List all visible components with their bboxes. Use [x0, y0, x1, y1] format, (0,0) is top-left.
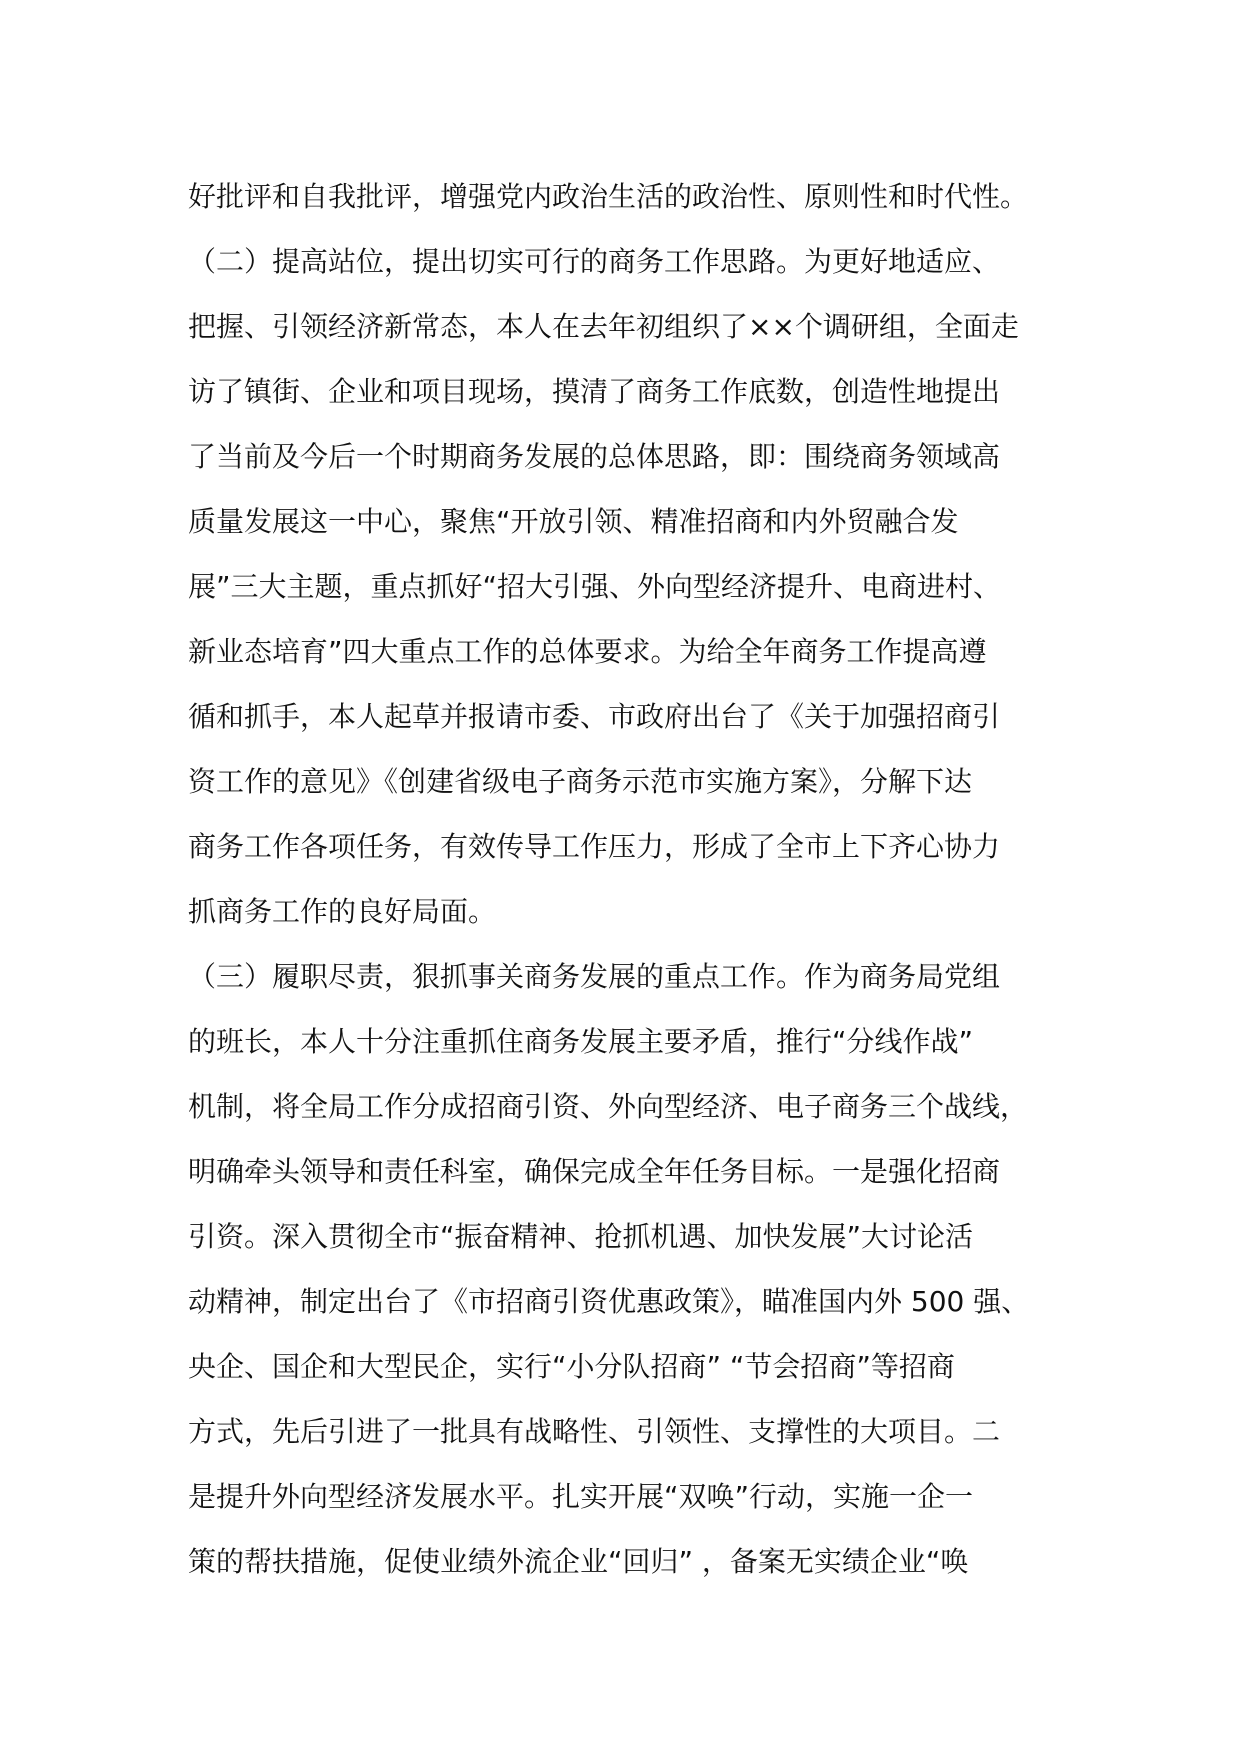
- text-line: （二）提高站位，提出切实可行的商务工作思路。为更好地适应、: [188, 245, 1001, 278]
- text-line: 明确牵头领导和责任科室，确保完成全年任务目标。一是强化招商: [188, 1155, 1001, 1188]
- text-line: 展”三大主题，重点抓好“招大引强、外向型经济提升、电商进村、: [188, 570, 1002, 603]
- text-line: 动精神，制定出台了《市招商引资优惠政策》，瞄准国内外 500 强、: [188, 1285, 1030, 1318]
- text-line: 质量发展这一中心，聚焦“开放引领、精准招商和内外贸融合发: [188, 505, 959, 538]
- text-line: 方式，先后引进了一批具有战略性、引领性、支撑性的大项目。二: [188, 1415, 1001, 1448]
- text-line: 机制，将全局工作分成招商引资、外向型经济、电子商务三个战线，: [188, 1090, 1029, 1123]
- text-line: 抓商务工作的良好局面。: [188, 895, 497, 928]
- text-line: 是提升外向型经济发展水平。扎实开展“双唤”行动，实施一企一: [188, 1480, 974, 1513]
- text-line: 循和抓手，本人起草并报请市委、市政府出台了《关于加强招商引: [188, 700, 1001, 733]
- text-line: （三）履职尽责，狠抓事关商务发展的重点工作。作为商务局党组: [188, 960, 1001, 993]
- text-line: 新业态培育”四大重点工作的总体要求。为给全年商务工作提高遵: [188, 635, 987, 668]
- text-line: 资工作的意见》《创建省级电子商务示范市实施方案》，分解下达: [188, 765, 973, 798]
- text-line: 的班长，本人十分注重抓住商务发展主要矛盾，推行“分线作战”: [188, 1025, 974, 1058]
- text-line: 好批评和自我批评，增强党内政治生活的政治性、原则性和时代性。: [188, 180, 1029, 213]
- text-line: 访了镇街、企业和项目现场，摸清了商务工作底数，创造性地提出: [188, 375, 1001, 408]
- text-line: 央企、国企和大型民企，实行“小分队招商” “节会招商”等招商: [188, 1350, 955, 1383]
- text-line: 策的帮扶措施，促使业绩外流企业“回归” ，备案无实绩企业“唤: [188, 1545, 969, 1578]
- text-line: 把握、引领经济新常态，本人在去年初组织了××个调研组，全面走: [188, 310, 1019, 343]
- body-text: [188, 164, 1088, 1594]
- text-line: 商务工作各项任务，有效传导工作压力，形成了全市上下齐心协力: [188, 830, 1001, 863]
- text-line: 引资。深入贯彻全市“振奋精神、抢抓机遇、加快发展”大讨论活: [188, 1220, 974, 1253]
- text-line: 了当前及今后一个时期商务发展的总体思路，即：围绕商务领域高: [188, 440, 1001, 473]
